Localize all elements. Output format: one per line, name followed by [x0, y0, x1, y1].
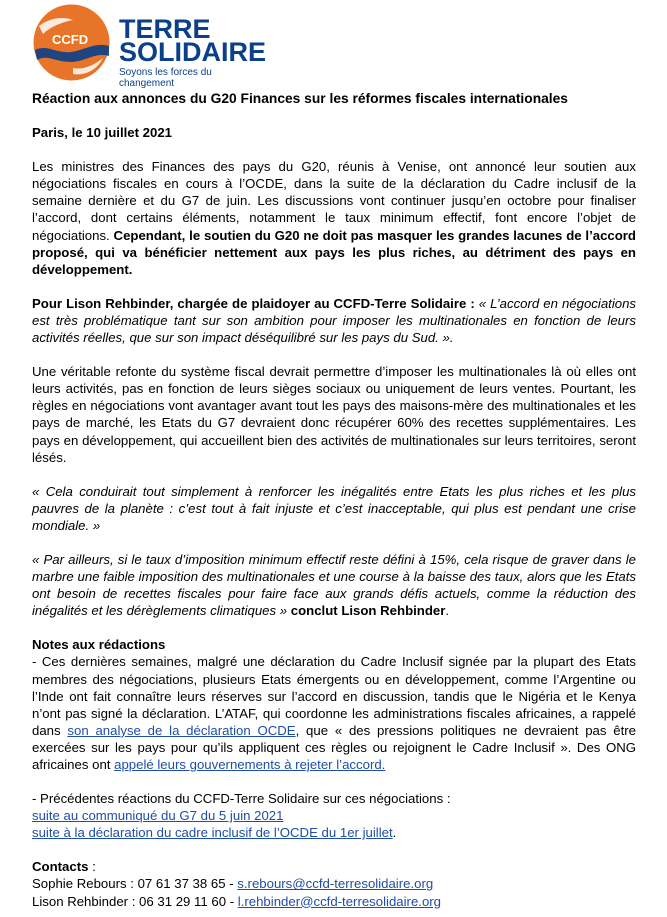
previous-reaction-1: [32, 807, 636, 824]
ccfd-terre-solidaire-logo: [33, 4, 267, 89]
contact-info: Lison Rehbinder : 06 31 29 11 60 -: [32, 893, 238, 909]
dateline: Paris, le 10 juillet 2021: [32, 125, 173, 141]
contact-row: [32, 875, 636, 892]
contacts-heading-suffix: :: [88, 859, 96, 875]
g7-communique-link[interactable]: suite au communiqué du G7 du 5 juin 2021: [32, 808, 284, 824]
notes-paragraph: [32, 653, 636, 773]
paragraph-tax-reform: Une véritable refonte du système fiscal devrait permettre d’imposer les multinationales là où elles ont leurs activités, pas en fonction de leurs sièges sociaux ou uniquement de leurs ventes. Pourtant, les règles en négociations vont avantager avant tout les pays des maisons-mère des multinationales et les pays de marché, les Etats du G7 devraient donc récupérer 60% des recettes supplémentaires. Les pays en développement, qui accueillent bien des activités de multinationales sur leurs territoires, seront lésés.: [32, 364, 636, 465]
minimum-rate-quote-text: « Par ailleurs, si le taux d’imposition minimum effectif reste défini à 15%, cela risque de graver dans le marbre une faible imposition des multinationales et une course à la baisse des taux, alors que les Etats ont besoin de recettes fiscales pour faire face aux grands défis actuels, comme la réduction des inégalités et les dérèglements climatiques »: [32, 551, 636, 619]
paragraph-inequality-quote: « Cela conduirait tout simplement à renforcer les inégalités entre Etats les plus riches et les plus pauvres de la planète : c’est tout à fait injuste et c’est inacceptable, qui plus est pendant une crise mondiale. »: [32, 483, 636, 533]
intro-text: Les ministres des Finances des pays du G20, réunis à Venise, ont annoncé leur soutien aux négociations fiscales en cours à l’OCDE, dans la suite de la déclaration du Cadre inclusif de la semaine dernière et du G7 de juin. Les discussions vont continuer jusqu’en octobre pour finaliser l’accord, dont certains éléments, notamment le taux minimum effectif, font encore l’objet de négociations.: [32, 159, 636, 243]
contact-row: [32, 893, 636, 910]
contact-email-link[interactable]: s.rebours@ccfd-terresolidaire.org: [237, 876, 434, 892]
logo-wordmark: [119, 14, 267, 89]
notes-text-1: - Ces dernières semaines, malgré une déclaration du Cadre Inclusif signée par la plupart des Etats membres des négociations, plusieurs Etats émergents ou en développement, comme l’Argentine ou l’Inde ont fait connaître leurs réserves sur l’accord en discussion, tandis que le Nigéria et le Kenya n’ont pas signé la déclaration. L’ATAF, qui coordonne les administrations fiscales africaines, a rappelé dans: [32, 654, 636, 738]
previous-reaction-2: [32, 824, 636, 841]
notes-text-2: , que « des pressions politiques ne devraient pas être exercées sur les pays pour qu’ils appliquent ces règles ou rejoignent le Cadre Inclusif ». Des ONG africaines ont: [32, 722, 636, 772]
quote-attribution: Pour Lison Rehbinder, chargée de plaidoyer au CCFD-Terre Solidaire :: [32, 295, 479, 311]
quote-conclusion: conclut Lison Rehbinder: [287, 603, 446, 619]
ngo-call-link[interactable]: appelé leurs gouvernements à rejeter l’accord.: [114, 757, 386, 772]
contacts-heading: Contacts: [32, 859, 89, 875]
contacts-heading-line: [32, 858, 636, 875]
paragraph-minimum-rate-quote: [32, 551, 636, 619]
logo-line-terre: TERRE: [119, 14, 211, 44]
press-release-body: [32, 86, 636, 910]
page-title: Réaction aux annonces du G20 Finances sur les réformes fiscales internationales: [32, 91, 568, 106]
logo-line-solidaire: SOLIDAIRE: [119, 37, 267, 67]
quote-text: « L’accord en négociations est très problématique tant sur son ambition pour imposer les multinationales en fonction de leurs activités réelles, que sur son impact déséquilibré sur les pays du Sud. ».: [32, 295, 637, 346]
oecd-declaration-link[interactable]: suite à la déclaration du cadre inclusif de l’OCDE du 1er juillet: [32, 825, 393, 841]
logo-tagline: Soyons les forces du changement: [119, 67, 212, 89]
ataf-analysis-link[interactable]: son analyse de la déclaration OCDE: [67, 722, 296, 738]
contact-email-link[interactable]: l.rehbinder@ccfd-terresolidaire.org: [237, 893, 442, 909]
paragraph-lison-quote: [32, 295, 636, 346]
contact-info: Sophie Rebours : 07 61 37 38 65 -: [32, 876, 238, 892]
previous-reactions-intro: - Précédentes réactions du CCFD-Terre Solidaire sur ces négociations :: [32, 791, 451, 807]
notes-heading: Notes aux rédactions: [32, 637, 166, 653]
quote-conclusion-end: .: [445, 603, 450, 619]
previous-reaction-end: .: [392, 825, 397, 841]
paragraph-intro: [32, 158, 636, 278]
intro-emphasis: Cependant, le soutien du G20 ne doit pas masquer les grandes lacunes de l’accord proposé, qui va bénéficier nettement aux pays les plus riches, au détriment des pays en développement.: [32, 227, 636, 277]
logo-badge-text: CCFD: [52, 32, 89, 47]
